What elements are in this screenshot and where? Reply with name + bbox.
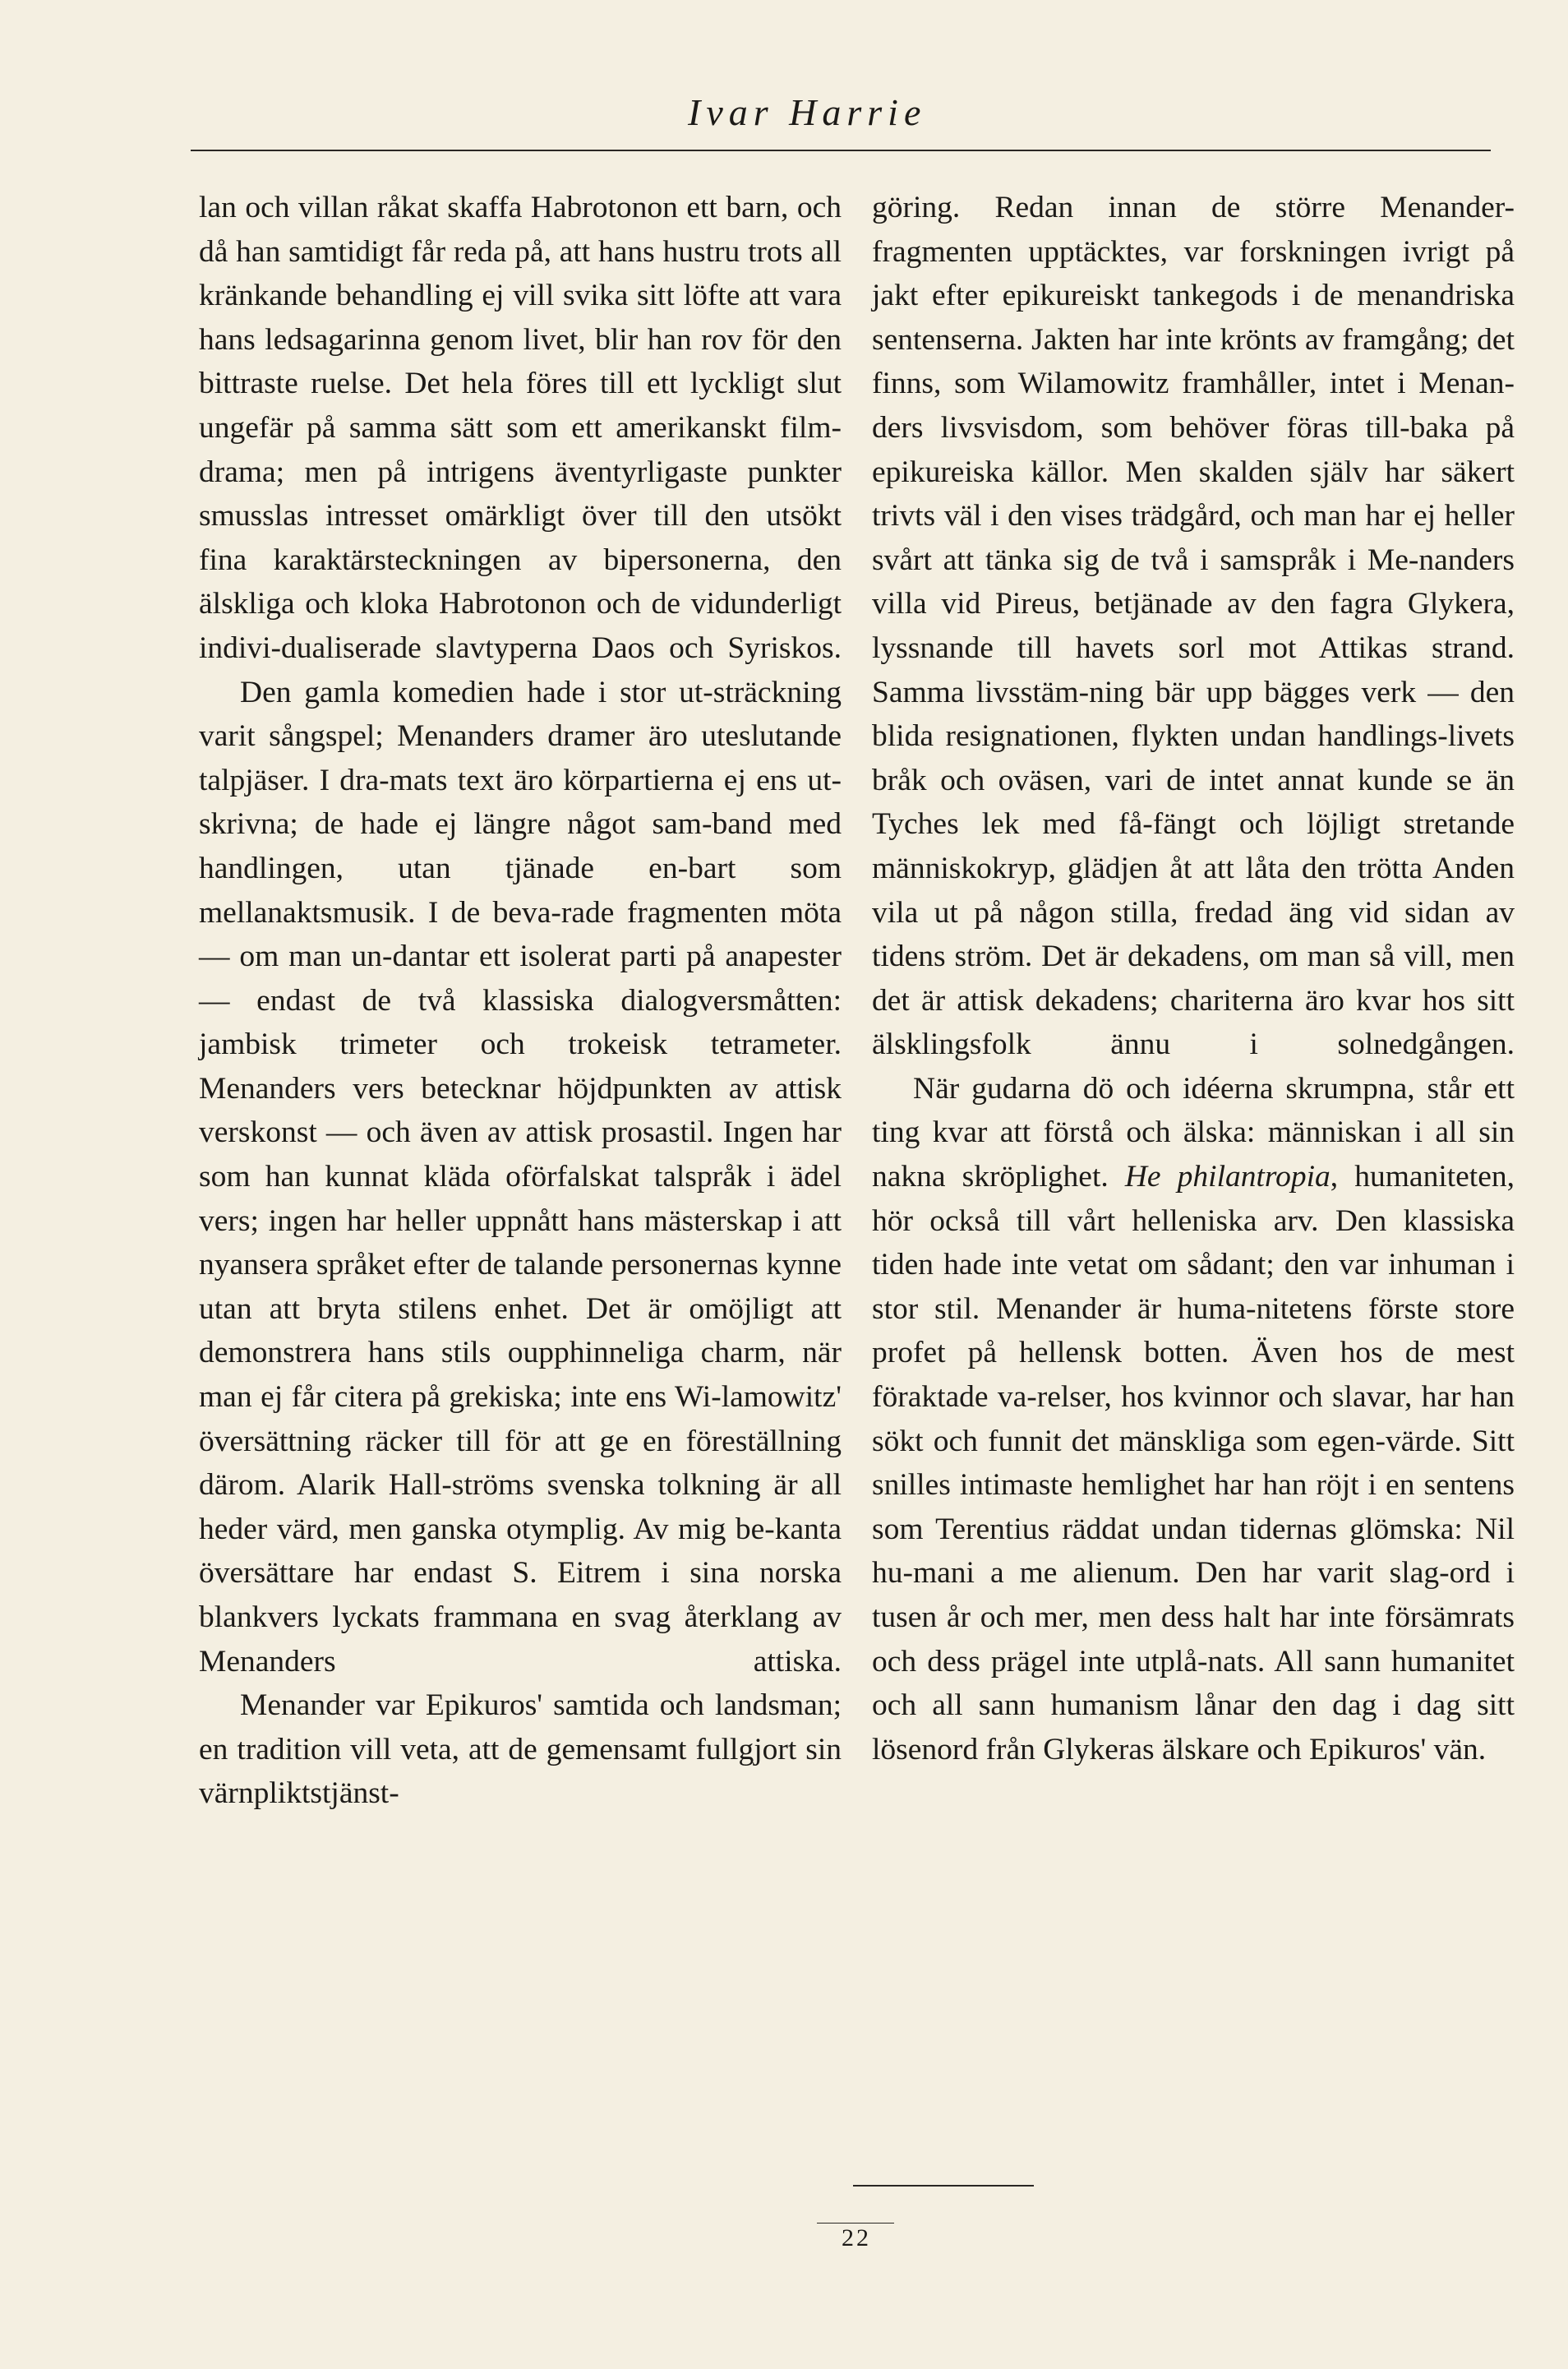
footer-rule	[853, 2185, 1034, 2187]
paragraph	[872, 1067, 1515, 1772]
page-number-rule	[817, 2223, 894, 2224]
paragraph: Menander var Epikuros' samtida och landsman; en tradition vill veta, att de gemensamt fullgjort sin värnpliktstjänst-	[199, 1688, 842, 1811]
paragraph: Den gamla komedien hade i stor ut-sträckning varit sångspel; Menanders dramer äro uteslutande talpjäser. I dra-mats text äro körpartierna ej ens ut-skrivna; de hade ej längre något sam-band med handlingen, utan tjänade en-bart som mellanaktsmusik. I de beva-rade fragmenten möta — om man un-dantar ett isolerat parti på anapester — endast de två klassiska dialogversmåtten: jambisk trimeter och trokeisk tetrameter. Menanders vers betecknar höjdpunkten av attisk verskonst — och även av attisk prosastil. Ingen har som han kunnat kläda oförfalskat talspråk i ädel vers; ingen har heller uppnått hans mästerskap i att nyansera språket efter de talande personernas kynne utan att bryta stilens enhet. Det är omöjligt att demonstrera hans stils oupphinneliga charm, när man ej får citera på grekiska; inte ens Wi-lamowitz' översättning räcker till för att ge en föreställning därom. Alarik Hall-ströms svenska tolkning är all heder värd, men ganska otymplig. Av mig be-kanta översättare har endast S. Eitrem i sina norska blankvers lyckats frammana en svag återklang av Menanders attiska.	[199, 675, 842, 1679]
paragraph: lan och villan råkat skaffa Habrotonon ett barn, och då han samtidigt får reda på, att hans hustru trots all kränkande behandling ej vill svika sitt löfte att vara hans ledsagarinna genom livet, blir han rov för den bittraste ruelse. Det hela föres till ett lyckligt slut ungefär på samma sätt som ett amerikanskt film-drama; men på intrigens äventyrligaste punkter smusslas intresset omärkligt över till den utsökt fina karaktärsteckningen av bipersonerna, den älskliga och kloka Habrotonon och de vidunderligt indivi-dualiserade slavtyperna Daos och Syriskos.	[199, 191, 842, 665]
italic-phrase: He philantropia	[1124, 1160, 1330, 1194]
running-header	[191, 89, 1491, 151]
right-column	[872, 186, 1515, 1771]
left-column	[199, 186, 842, 1816]
page-number: 22	[842, 2224, 871, 2251]
paragraph-text: När gudarna dö och idéerna skrumpna, står ett ting kvar att förstå och älska: människan i all sin nakna skröplighet.	[872, 1071, 1515, 1194]
paragraph-text: , humaniteten, hör också till vårt helleniska arv. Den klassiska tiden hade inte vetat om sådant; den var inhuman i stor stil. Menander är huma-nitetens förste store profet på hellensk botten. Även hos de mest föraktade va-relser, hos kvinnor och slavar, har han sökt och funnit det mänskliga som egen-värde. Sitt snilles intimaste hemlighet har han röjt i en sentens som Terentius räddat undan tidernas glömska: Nil hu-mani a me alienum. Den har varit slag-ord i tusen år och mer, men dess halt har inte försämrats och dess prägel inte utplå-nats. All sann humanitet och all sann humanism lånar den dag i dag sitt lösenord från Glykeras älskare och Epikuros' vän.	[872, 1160, 1515, 1766]
header-author: Ivar Harrie	[688, 91, 927, 133]
paragraph: göring. Redan innan de större Menander-fragmenten upptäcktes, var forskningen ivrigt på jakt efter epikureiskt tankegods i de menandriska sentenserna. Jakten har inte krönts av framgång; det finns, som Wilamowitz framhåller, intet i Menan-ders livsvisdom, som behöver föras till-baka på epikureiska källor. Men skalden själv har säkert trivts väl i den vises trädgård, och man har ej heller svårt att tänka sig de två i samspråk i Me-nanders villa vid Pireus, betjänade av den fagra Glykera, lyssnande till havets sorl mot Attikas strand. Samma livsstäm-ning bär upp bägges verk — den blida resignationen, flykten undan handlings-livets bråk och oväsen, vari de intet annat kunde se än Tyches lek med få-fängt och löjligt stretande människokryp, glädjen åt att låta den trötta Anden vila ut på någon stilla, fredad äng vid sidan av tidens ström. Det är dekadens, om man så vill, men det är attisk dekadens; chariterna äro kvar hos sitt älsklingsfolk ännu i solnedgången.	[872, 191, 1515, 1062]
